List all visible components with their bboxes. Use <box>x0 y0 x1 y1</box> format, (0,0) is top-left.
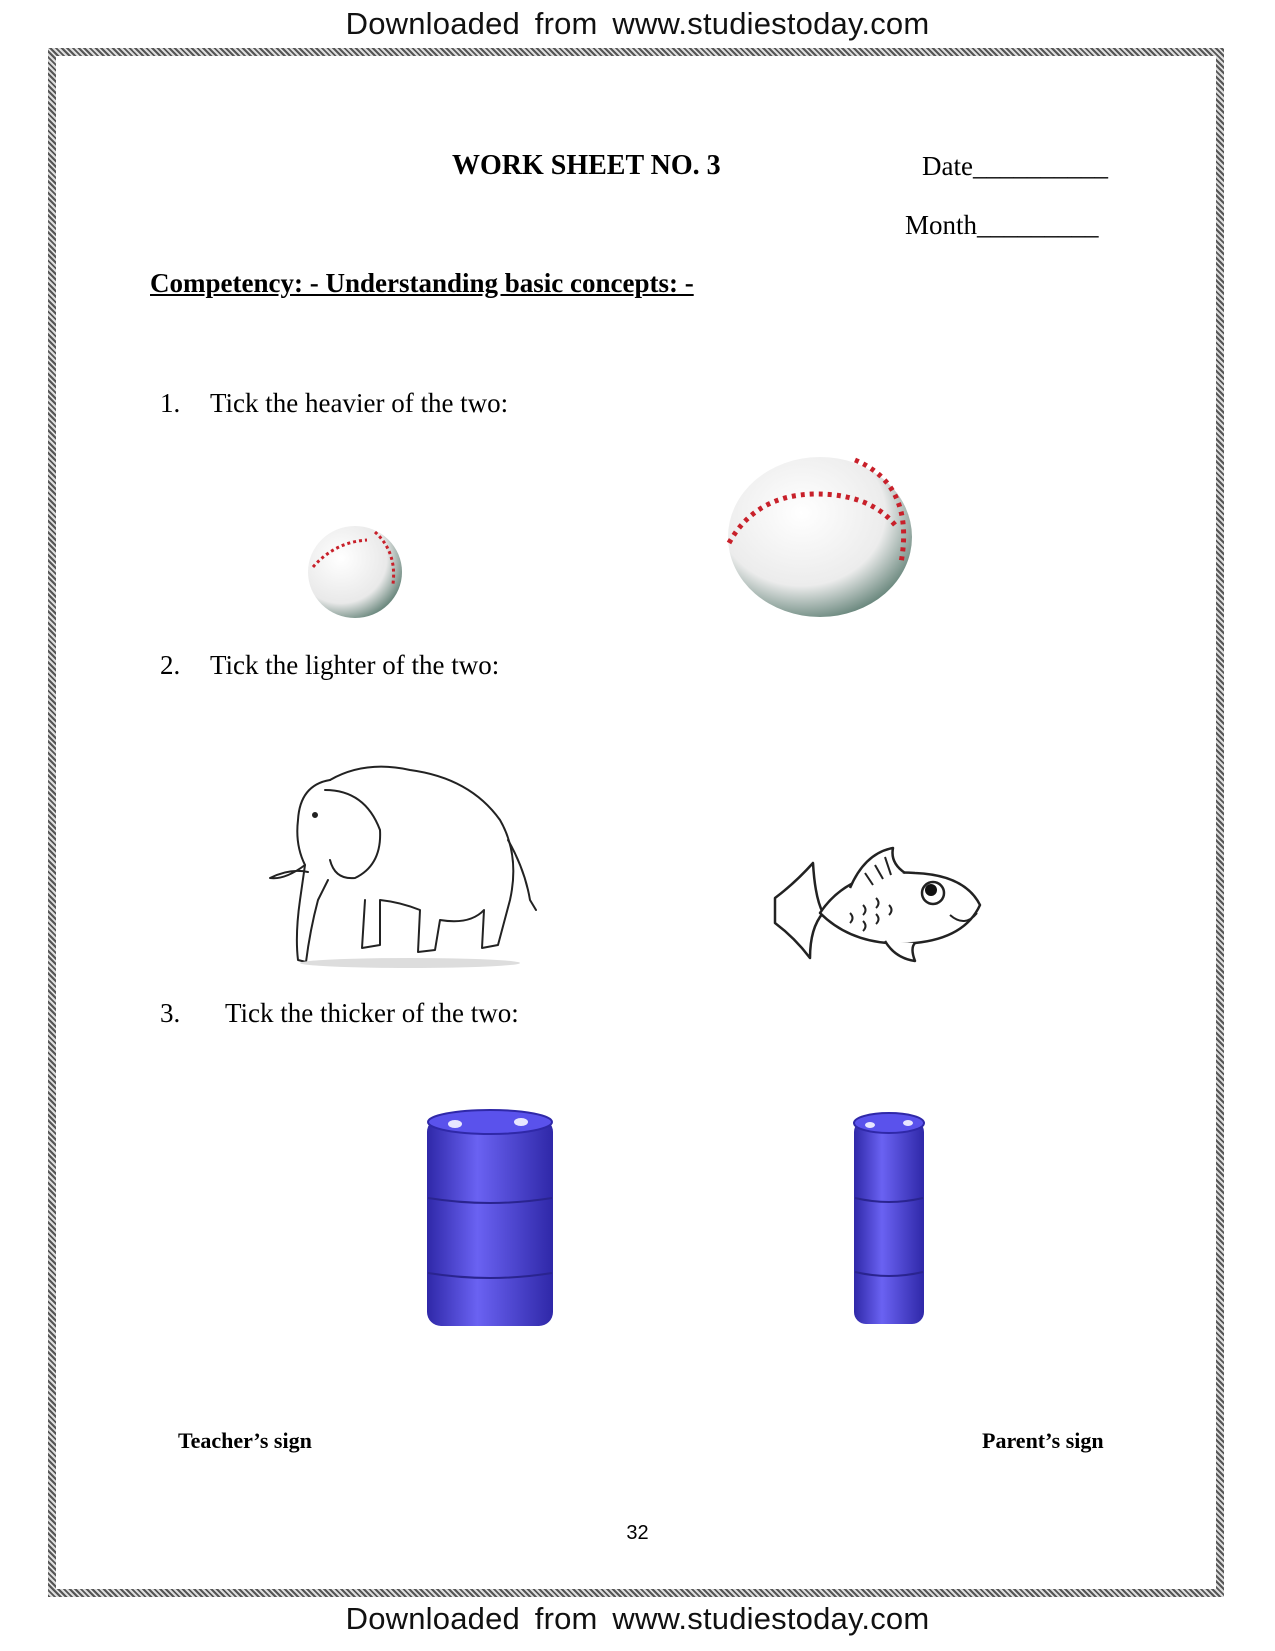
question-text: Tick the heavier of the two: <box>210 388 509 418</box>
question-number: 3. <box>160 998 181 1028</box>
question-1 <box>160 388 508 419</box>
page-number: 32 <box>626 1522 649 1544</box>
date-field: Date__________ <box>922 151 1108 181</box>
large-baseball-icon[interactable] <box>725 455 915 620</box>
teacher-sign-label: Teacher’s sign <box>178 1428 312 1453</box>
narrow-barrel-icon[interactable] <box>852 1110 926 1334</box>
elephant-icon[interactable] <box>270 760 550 975</box>
question-number: 1. <box>160 388 181 418</box>
question-2 <box>160 650 499 681</box>
watermark-bottom: Downloaded from www.studiestoday.com <box>345 1601 930 1636</box>
wide-barrel-icon[interactable] <box>425 1108 555 1336</box>
month-field: Month_________ <box>905 210 1099 240</box>
small-baseball-icon[interactable] <box>305 522 405 622</box>
competency-heading: Competency: - Understanding basic concepts: - <box>150 268 694 298</box>
watermark-top: Downloaded from www.studiestoday.com <box>345 6 930 41</box>
question-text: Tick the lighter of the two: <box>210 650 500 680</box>
fish-icon[interactable] <box>765 843 1000 973</box>
worksheet-title: WORK SHEET NO. 3 <box>452 150 721 181</box>
question-3 <box>160 998 519 1029</box>
parent-sign-label: Parent’s sign <box>982 1428 1104 1453</box>
question-number: 2. <box>160 650 181 680</box>
question-text: Tick the thicker of the two: <box>225 998 519 1028</box>
